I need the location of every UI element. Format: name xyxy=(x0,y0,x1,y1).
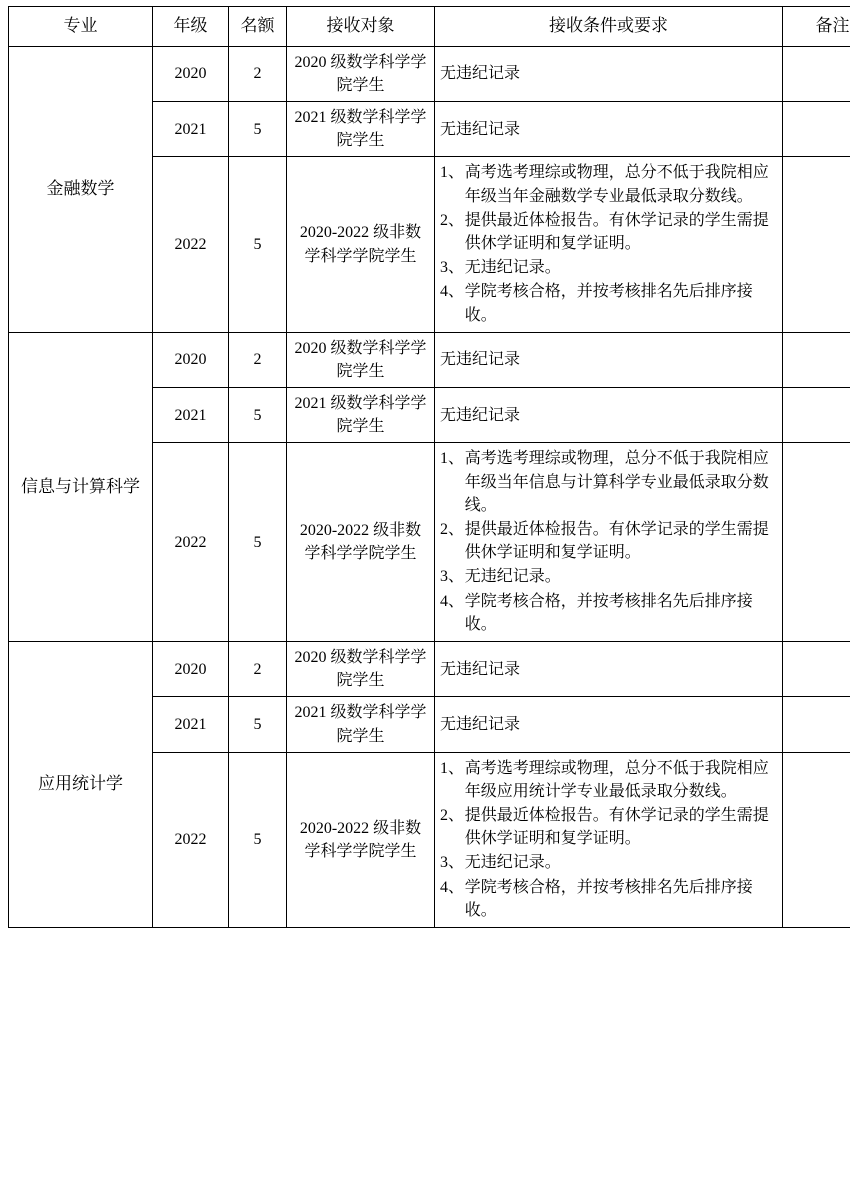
condition-item xyxy=(440,851,777,874)
cell-remark xyxy=(783,332,850,387)
cell-quota: 5 xyxy=(229,157,287,332)
cell-quota: 5 xyxy=(229,697,287,752)
condition-item xyxy=(440,876,777,922)
cell-target: 2021 级数学科学学院学生 xyxy=(287,697,435,752)
cell-grade: 2022 xyxy=(153,752,229,927)
condition-item-number: 4、 xyxy=(440,283,465,301)
cell-grade: 2022 xyxy=(153,157,229,332)
condition-item xyxy=(440,804,777,850)
condition-item-number: 2、 xyxy=(440,807,465,825)
table-row xyxy=(9,641,850,696)
cell-target: 2020-2022 级非数学科学学院学生 xyxy=(287,752,435,927)
cell-target: 2021 级数学科学学院学生 xyxy=(287,102,435,157)
condition-item xyxy=(440,209,777,255)
cell-remark xyxy=(783,102,850,157)
cell-condition: 无违纪记录 xyxy=(435,388,783,443)
cell-grade: 2021 xyxy=(153,697,229,752)
condition-item-number: 1、 xyxy=(440,450,465,468)
cell-grade: 2020 xyxy=(153,46,229,101)
cell-remark xyxy=(783,641,850,696)
cell-condition: 无违纪记录 xyxy=(435,332,783,387)
condition-item xyxy=(440,447,777,517)
condition-item-text: 提供最近体检报告。有休学记录的学生需提供休学证明和复学证明。 xyxy=(464,211,769,252)
cell-remark xyxy=(783,46,850,101)
column-header-condition: 接收条件或要求 xyxy=(435,7,783,47)
condition-item-text: 学院考核合格，并按考核排名先后排序接收。 xyxy=(464,878,753,919)
cell-quota: 5 xyxy=(229,443,287,642)
cell-remark xyxy=(783,157,850,332)
cell-quota: 2 xyxy=(229,332,287,387)
table-row xyxy=(9,332,850,387)
cell-remark xyxy=(783,752,850,927)
cell-condition: 无违纪记录 xyxy=(435,102,783,157)
column-header-major: 专业 xyxy=(9,7,153,47)
cell-condition xyxy=(435,752,783,927)
table-row xyxy=(9,46,850,101)
condition-item-text: 学院考核合格，并按考核排名先后排序接收。 xyxy=(464,592,753,633)
condition-item xyxy=(440,565,777,588)
condition-item-text: 高考选考理综或物理，总分不低于我院相应年级当年信息与计算科学专业最低录取分数线。 xyxy=(464,450,769,514)
condition-item-text: 提供最近体检报告。有休学记录的学生需提供休学证明和复学证明。 xyxy=(464,807,769,848)
cell-quota: 5 xyxy=(229,388,287,443)
cell-condition: 无违纪记录 xyxy=(435,641,783,696)
condition-item xyxy=(440,256,777,279)
condition-list xyxy=(440,447,777,636)
cell-target: 2020 级数学科学学院学生 xyxy=(287,332,435,387)
condition-list xyxy=(440,757,777,922)
table-header xyxy=(9,7,850,47)
cell-major: 信息与计算科学 xyxy=(9,332,153,641)
condition-item xyxy=(440,161,777,207)
cell-grade: 2021 xyxy=(153,388,229,443)
cell-quota: 2 xyxy=(229,641,287,696)
condition-item-number: 3、 xyxy=(440,854,465,872)
column-header-grade: 年级 xyxy=(153,7,229,47)
cell-target: 2020-2022 级非数学科学学院学生 xyxy=(287,157,435,332)
column-header-quota: 名额 xyxy=(229,7,287,47)
condition-item-number: 2、 xyxy=(440,211,465,229)
transfer-admission-table xyxy=(8,6,850,928)
condition-item xyxy=(440,757,777,803)
cell-quota: 5 xyxy=(229,752,287,927)
condition-item-text: 高考选考理综或物理，总分不低于我院相应年级应用统计学专业最低录取分数线。 xyxy=(464,759,769,800)
condition-item xyxy=(440,590,777,636)
condition-item-number: 4、 xyxy=(440,878,465,896)
condition-item-text: 无违纪记录。 xyxy=(464,259,561,277)
condition-item-text: 无违纪记录。 xyxy=(464,854,561,872)
cell-condition: 无违纪记录 xyxy=(435,697,783,752)
cell-target: 2020 级数学科学学院学生 xyxy=(287,641,435,696)
cell-condition xyxy=(435,157,783,332)
column-header-target: 接收对象 xyxy=(287,7,435,47)
cell-remark xyxy=(783,697,850,752)
cell-condition xyxy=(435,443,783,642)
condition-item-number: 1、 xyxy=(440,759,465,777)
cell-grade: 2020 xyxy=(153,332,229,387)
condition-item-number: 4、 xyxy=(440,592,465,610)
cell-major: 应用统计学 xyxy=(9,641,153,927)
condition-item-number: 2、 xyxy=(440,521,465,539)
condition-item-text: 提供最近体检报告。有休学记录的学生需提供休学证明和复学证明。 xyxy=(464,521,769,562)
condition-item-text: 高考选考理综或物理，总分不低于我院相应年级当年金融数学专业最低录取分数线。 xyxy=(464,164,769,205)
condition-list xyxy=(440,161,777,326)
cell-quota: 2 xyxy=(229,46,287,101)
column-header-remark: 备注 xyxy=(783,7,850,47)
condition-item xyxy=(440,518,777,564)
table-header-row xyxy=(9,7,850,47)
cell-remark xyxy=(783,388,850,443)
cell-target: 2020-2022 级非数学科学学院学生 xyxy=(287,443,435,642)
cell-major: 金融数学 xyxy=(9,46,153,332)
condition-item-text: 学院考核合格，并按考核排名先后排序接收。 xyxy=(464,283,753,324)
condition-item-number: 3、 xyxy=(440,259,465,277)
cell-quota: 5 xyxy=(229,102,287,157)
table-body xyxy=(9,46,850,927)
condition-item-number: 1、 xyxy=(440,164,465,182)
condition-item xyxy=(440,280,777,326)
condition-item-number: 3、 xyxy=(440,568,465,586)
condition-item-text: 无违纪记录。 xyxy=(464,568,561,586)
cell-remark xyxy=(783,443,850,642)
cell-condition: 无违纪记录 xyxy=(435,46,783,101)
cell-target: 2020 级数学科学学院学生 xyxy=(287,46,435,101)
cell-grade: 2022 xyxy=(153,443,229,642)
cell-target: 2021 级数学科学学院学生 xyxy=(287,388,435,443)
cell-grade: 2020 xyxy=(153,641,229,696)
cell-grade: 2021 xyxy=(153,102,229,157)
